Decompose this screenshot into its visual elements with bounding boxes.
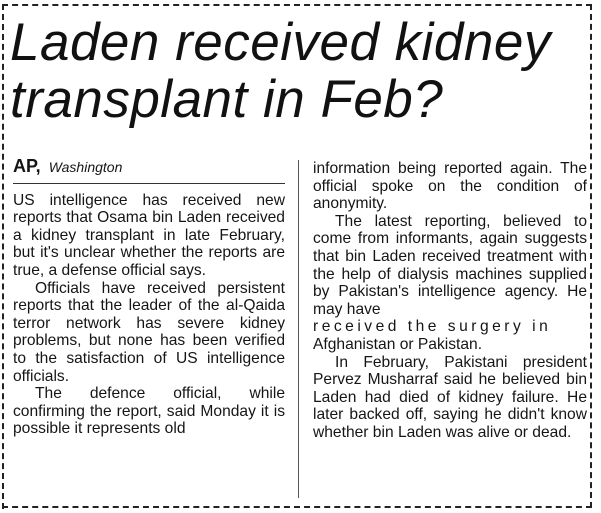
paragraph-1: US intelligence has received new reports that Osama bin Laden received a kidney transplant in late February, but it's unclear whether the reports are true, a defense official says. — [13, 191, 285, 279]
byline — [13, 158, 285, 184]
headline-line-1: Laden received kidney — [10, 13, 551, 72]
headline-line-2: transplant in Feb? — [10, 70, 444, 129]
paragraph-4-spaced-line: received the surgery in — [313, 318, 552, 336]
column-divider — [298, 160, 299, 498]
paragraph-3: The defence official, while confirming the report, said Monday it is possible it represents old — [13, 385, 285, 438]
headline — [10, 14, 601, 128]
byline-dateline: Washington — [48, 159, 123, 175]
paragraph-3-continued: information being reported again. The official spoke on the condition of anonymity. — [313, 160, 587, 213]
paragraph-5: In February, Pakistani president Pervez Musharraf said he believed bin Laden had died of kidney failure. He later backed off, saying he didn't know whether bin Laden was alive or dead. — [313, 353, 587, 441]
paragraph-4-end: Afghanistan or Pakistan. — [313, 335, 483, 353]
byline-agency: AP, — [13, 156, 41, 176]
article-column-right — [313, 160, 587, 442]
cut-border-left — [2, 4, 4, 509]
paragraph-4: The latest reporting, believed to come from informants, again suggests that bin Laden received treatment with the help of dialysis machines supplied by Pakistan's intelligence agency. He may have — [313, 212, 587, 318]
paragraph-2: Officials have received persistent reports that the leader of the al-Qaida terror network has severe kidney problems, but none has been verified to the satisfaction of US intelligence officials. — [13, 279, 285, 385]
article-column-left — [13, 158, 285, 438]
cut-border-top — [2, 4, 592, 6]
cut-border-bottom — [2, 506, 592, 508]
